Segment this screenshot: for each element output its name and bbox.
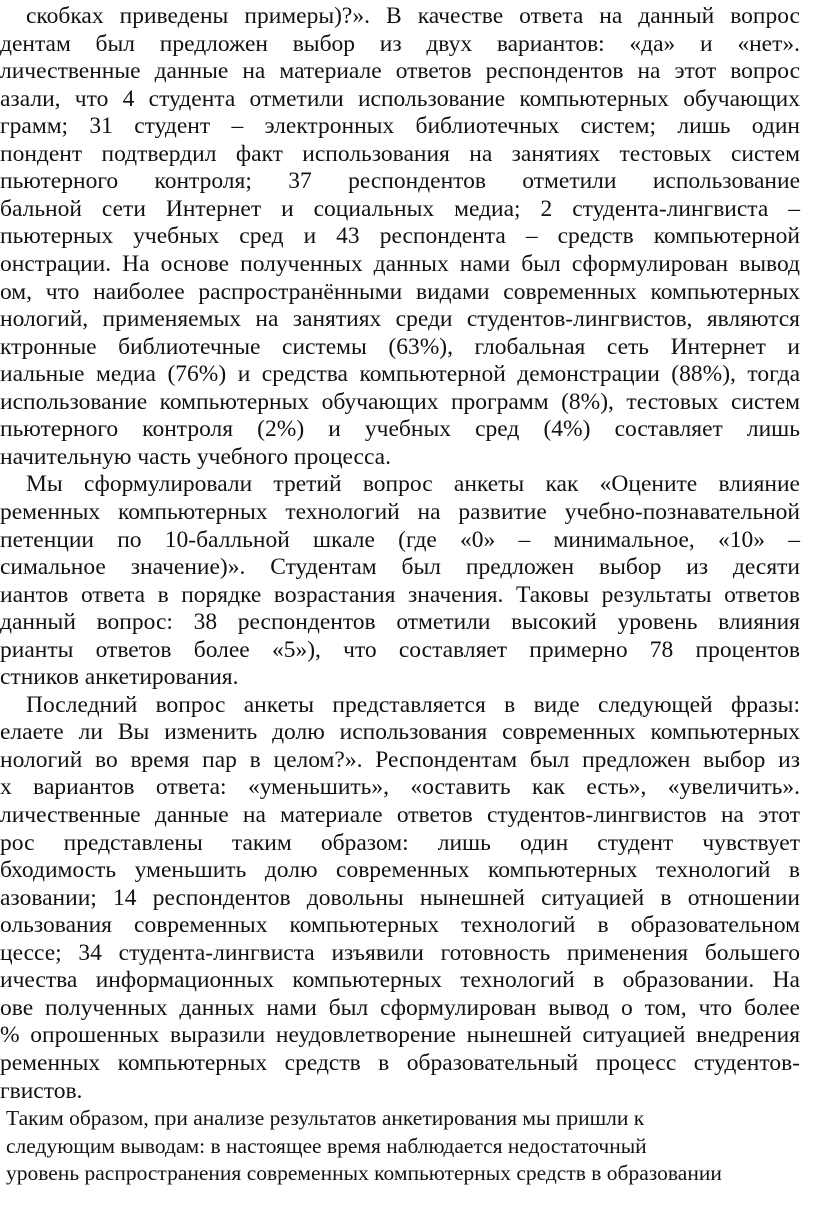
text-line: Мы сформулировали третий вопрос анкеты как «Оцените влияние bbox=[26, 471, 800, 498]
text-line: нологий, применяемых на занятиях среди студентов-лингвистов, являются bbox=[0, 306, 800, 333]
text-line: использование компьютерных обучающих программ (8%), тестовых систем bbox=[0, 388, 800, 415]
text-line: пьютерного контроля; 37 респондентов отметили использование bbox=[0, 168, 800, 195]
text-line: уровень распространения современных компьютерных средств в образовании bbox=[6, 1161, 722, 1186]
text-line: следующим выводам: в настоящее время наблюдается недостаточный bbox=[6, 1133, 647, 1158]
text-line: пьютерного контроля (2%) и учебных сред (4%) составляет лишь bbox=[0, 416, 800, 443]
text-line: ременных компьютерных средств в образовательный процесс студентов- bbox=[0, 1049, 800, 1076]
text-line: личественные данные на материале ответов респондентов на этот вопрос bbox=[0, 58, 800, 85]
text-line: ом, что наиболее распространёнными видами современных компьютерных bbox=[0, 278, 800, 305]
text-line: личественные данные на материале ответов студентов-лингвистов на этот bbox=[0, 802, 800, 828]
text-line: бходимость уменьшить долю современных компьютерных технологий в bbox=[0, 857, 800, 884]
text-line: цессе; 34 студента-лингвиста изъявили готовность применения большего bbox=[0, 939, 800, 966]
text-line: ове полученных данных нами был сформулирован вывод о том, что более bbox=[0, 994, 800, 1021]
text-line: бальной сети Интернет и социальных медиа; 2 студента-лингвиста – bbox=[0, 195, 800, 222]
text-line: скобках приведены примеры)?». В качестве ответа на данный вопрос bbox=[26, 3, 800, 29]
text-line: гвистов. bbox=[0, 1077, 83, 1104]
text-line: грамм; 31 студент – электронных библиотечных систем; лишь один bbox=[0, 113, 800, 140]
text-line: данный вопрос: 38 респондентов отметили высокий уровень влияния bbox=[0, 609, 800, 636]
text-line: ременных компьютерных технологий на развитие учебно-познавательной bbox=[0, 498, 800, 525]
text-line: начительную часть учебного процесса. bbox=[0, 443, 391, 470]
text-line: иальные медиа (76%) и средства компьютерной демонстрации (88%), тогда bbox=[0, 361, 800, 388]
text-line: елаете ли Вы изменить долю использования современных компьютерных bbox=[0, 719, 800, 746]
text-line: стников анкетирования. bbox=[0, 664, 239, 691]
text-line: пьютерных учебных сред и 43 респондента – средств компьютерной bbox=[0, 223, 800, 250]
text-line: ользования современных компьютерных технологий в образовательном bbox=[0, 912, 800, 939]
text-line: симальное значение)». Студентам был предложен выбор из десяти bbox=[0, 554, 800, 580]
text-line: дентам был предложен выбор из двух вариантов: «да» и «нет». bbox=[0, 30, 800, 57]
text-line: пондент подтвердил факт использования на занятиях тестовых систем bbox=[0, 140, 800, 167]
text-line: рианты ответов более «5»), что составляет примерно 78 процентов bbox=[0, 636, 800, 663]
text-line: онстрации. На основе полученных данных нами был сформулирован вывод bbox=[0, 251, 800, 277]
text-line: азовании; 14 респондентов довольны нынешней ситуацией в отношении bbox=[0, 884, 800, 911]
text-line: Таким образом, при анализе результатов анкетирования мы пришли к bbox=[6, 1106, 645, 1130]
text-line: петенции по 10-балльной шкале (где «0» – минимальное, «10» – bbox=[0, 526, 800, 553]
text-line: азали, что 4 студента отметили использование компьютерных обучающих bbox=[0, 85, 800, 112]
text-line: рос представлены таким образом: лишь один студент чувствует bbox=[0, 829, 800, 856]
text-line: х вариантов ответа: «уменьшить», «оставить как есть», «увеличить». bbox=[0, 774, 800, 801]
text-line: Последний вопрос анкеты представляется в виде следующей фразы: bbox=[26, 691, 800, 718]
text-line: ктронные библиотечные системы (63%), глобальная сеть Интернет и bbox=[0, 333, 800, 360]
text-line: иантов ответа в порядке возрастания значения. Таковы результаты ответов bbox=[0, 581, 800, 608]
text-line: нологий во время пар в целом?». Респондентам был предложен выбор из bbox=[0, 746, 800, 773]
text-line: ичества информационных компьютерных технологий в образовании. На bbox=[0, 967, 800, 994]
text-line: % опрошенных выразили неудовлетворение нынешней ситуацией внедрения bbox=[0, 1022, 800, 1049]
